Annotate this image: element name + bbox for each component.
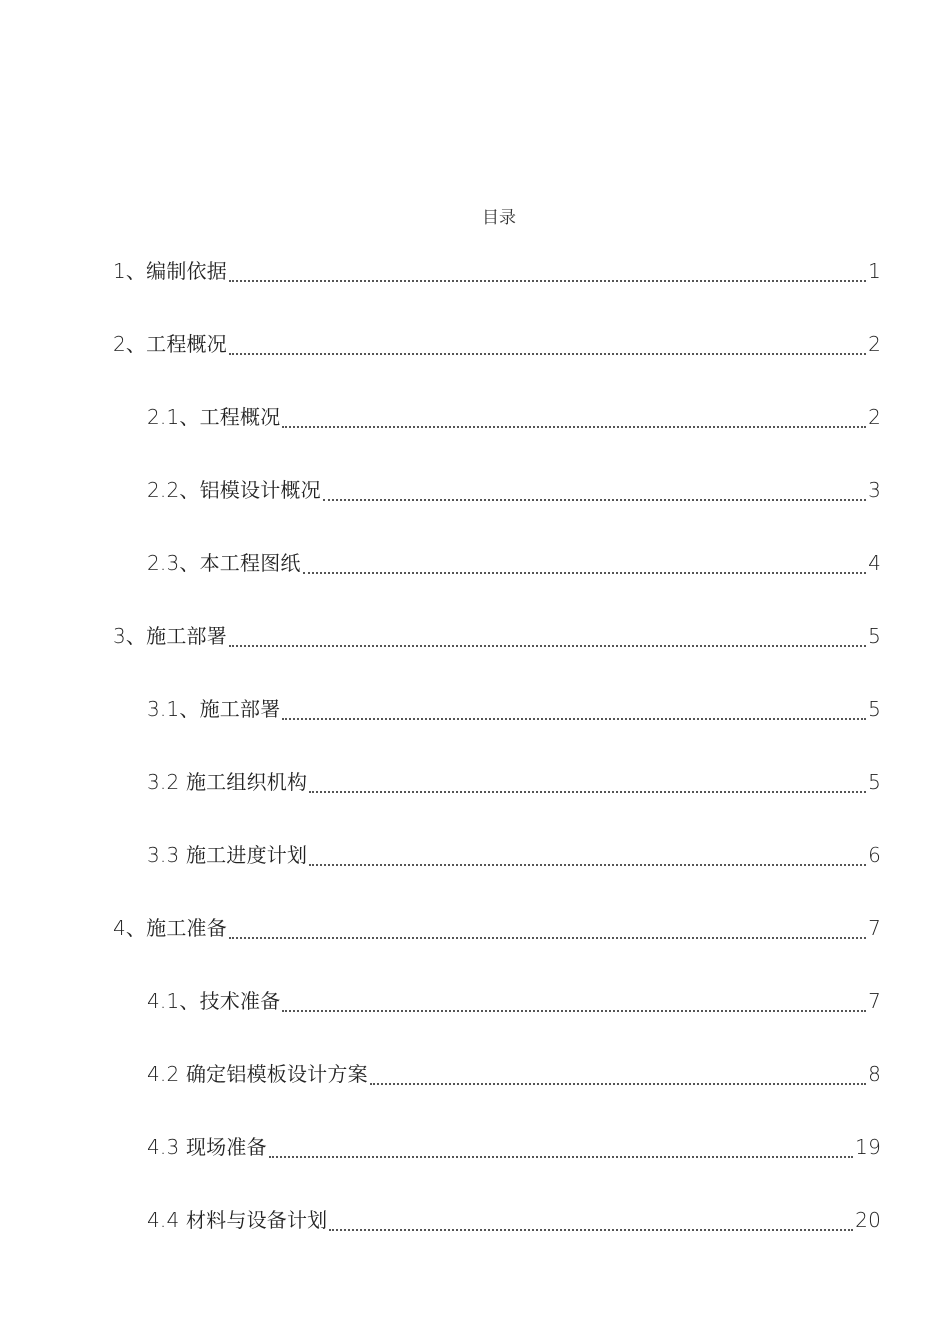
toc-entry-page: 2 [868, 332, 881, 356]
toc-entry-page: 8 [868, 1062, 881, 1086]
toc-entry-label: 4.3 现场准备 [147, 1135, 267, 1159]
toc-entry-label: 3、施工部署 [113, 624, 227, 648]
toc-entry-4-3[interactable] [0, 1129, 950, 1202]
toc-entry-label: 2.1、工程概况 [147, 405, 281, 429]
toc-entry-2[interactable] [0, 326, 950, 399]
toc-entry-1[interactable] [0, 253, 950, 326]
toc-entry-4-4[interactable] [0, 1202, 950, 1275]
toc-entry-page: 6 [868, 843, 881, 867]
toc-entry-page: 3 [868, 478, 881, 502]
dot-leader [329, 1202, 853, 1231]
toc-title: 目录 [482, 208, 516, 228]
dot-leader [309, 837, 866, 866]
dot-leader [303, 545, 866, 574]
dot-leader [282, 399, 866, 428]
toc-entry-page: 1 [868, 259, 881, 283]
dot-leader [269, 1129, 853, 1158]
toc-entry-page: 5 [868, 624, 881, 648]
toc-entry-3-1[interactable] [0, 691, 950, 764]
toc-entry-page: 4 [868, 551, 881, 575]
dot-leader [323, 472, 866, 501]
toc-entry-page: 19 [855, 1135, 881, 1159]
toc-entry-3-3[interactable] [0, 837, 950, 910]
toc-entry-2-2[interactable] [0, 472, 950, 545]
dot-leader [309, 764, 866, 793]
toc-entry-3-2[interactable] [0, 764, 950, 837]
toc-entry-label: 3.1、施工部署 [147, 697, 281, 721]
toc-entry-label: 2、工程概况 [113, 332, 227, 356]
toc-entry-label: 3.3 施工进度计划 [147, 843, 308, 867]
toc-entry-2-3[interactable] [0, 545, 950, 618]
toc-entry-label: 1、编制依据 [113, 259, 227, 283]
toc-entry-page: 20 [855, 1208, 881, 1232]
toc-entry-page: 5 [868, 770, 881, 794]
toc-entry-page: 7 [868, 916, 881, 940]
toc-entry-page: 2 [868, 405, 881, 429]
dot-leader [370, 1056, 866, 1085]
toc-entry-4[interactable] [0, 910, 950, 983]
toc-entry-4-2[interactable] [0, 1056, 950, 1129]
toc-entry-page: 7 [868, 989, 881, 1013]
toc-entry-page: 5 [868, 697, 881, 721]
dot-leader [229, 326, 866, 355]
toc-entry-3[interactable] [0, 618, 950, 691]
dot-leader [229, 910, 866, 939]
toc-entry-4-1[interactable] [0, 983, 950, 1056]
dot-leader [229, 253, 866, 282]
toc-entry-label: 2.2、铝模设计概况 [147, 478, 321, 502]
toc-entry-label: 4、施工准备 [113, 916, 227, 940]
dot-leader [282, 983, 866, 1012]
toc-entry-label: 2.3、本工程图纸 [147, 551, 301, 575]
dot-leader [229, 618, 866, 647]
toc-entry-2-1[interactable] [0, 399, 950, 472]
toc-list [0, 253, 950, 1275]
dot-leader [282, 691, 866, 720]
toc-entry-label: 4.1、技术准备 [147, 989, 281, 1013]
toc-entry-label: 3.2 施工组织机构 [147, 770, 308, 794]
toc-entry-label: 4.2 确定铝模板设计方案 [147, 1062, 368, 1086]
toc-entry-label: 4.4 材料与设备计划 [147, 1208, 328, 1232]
